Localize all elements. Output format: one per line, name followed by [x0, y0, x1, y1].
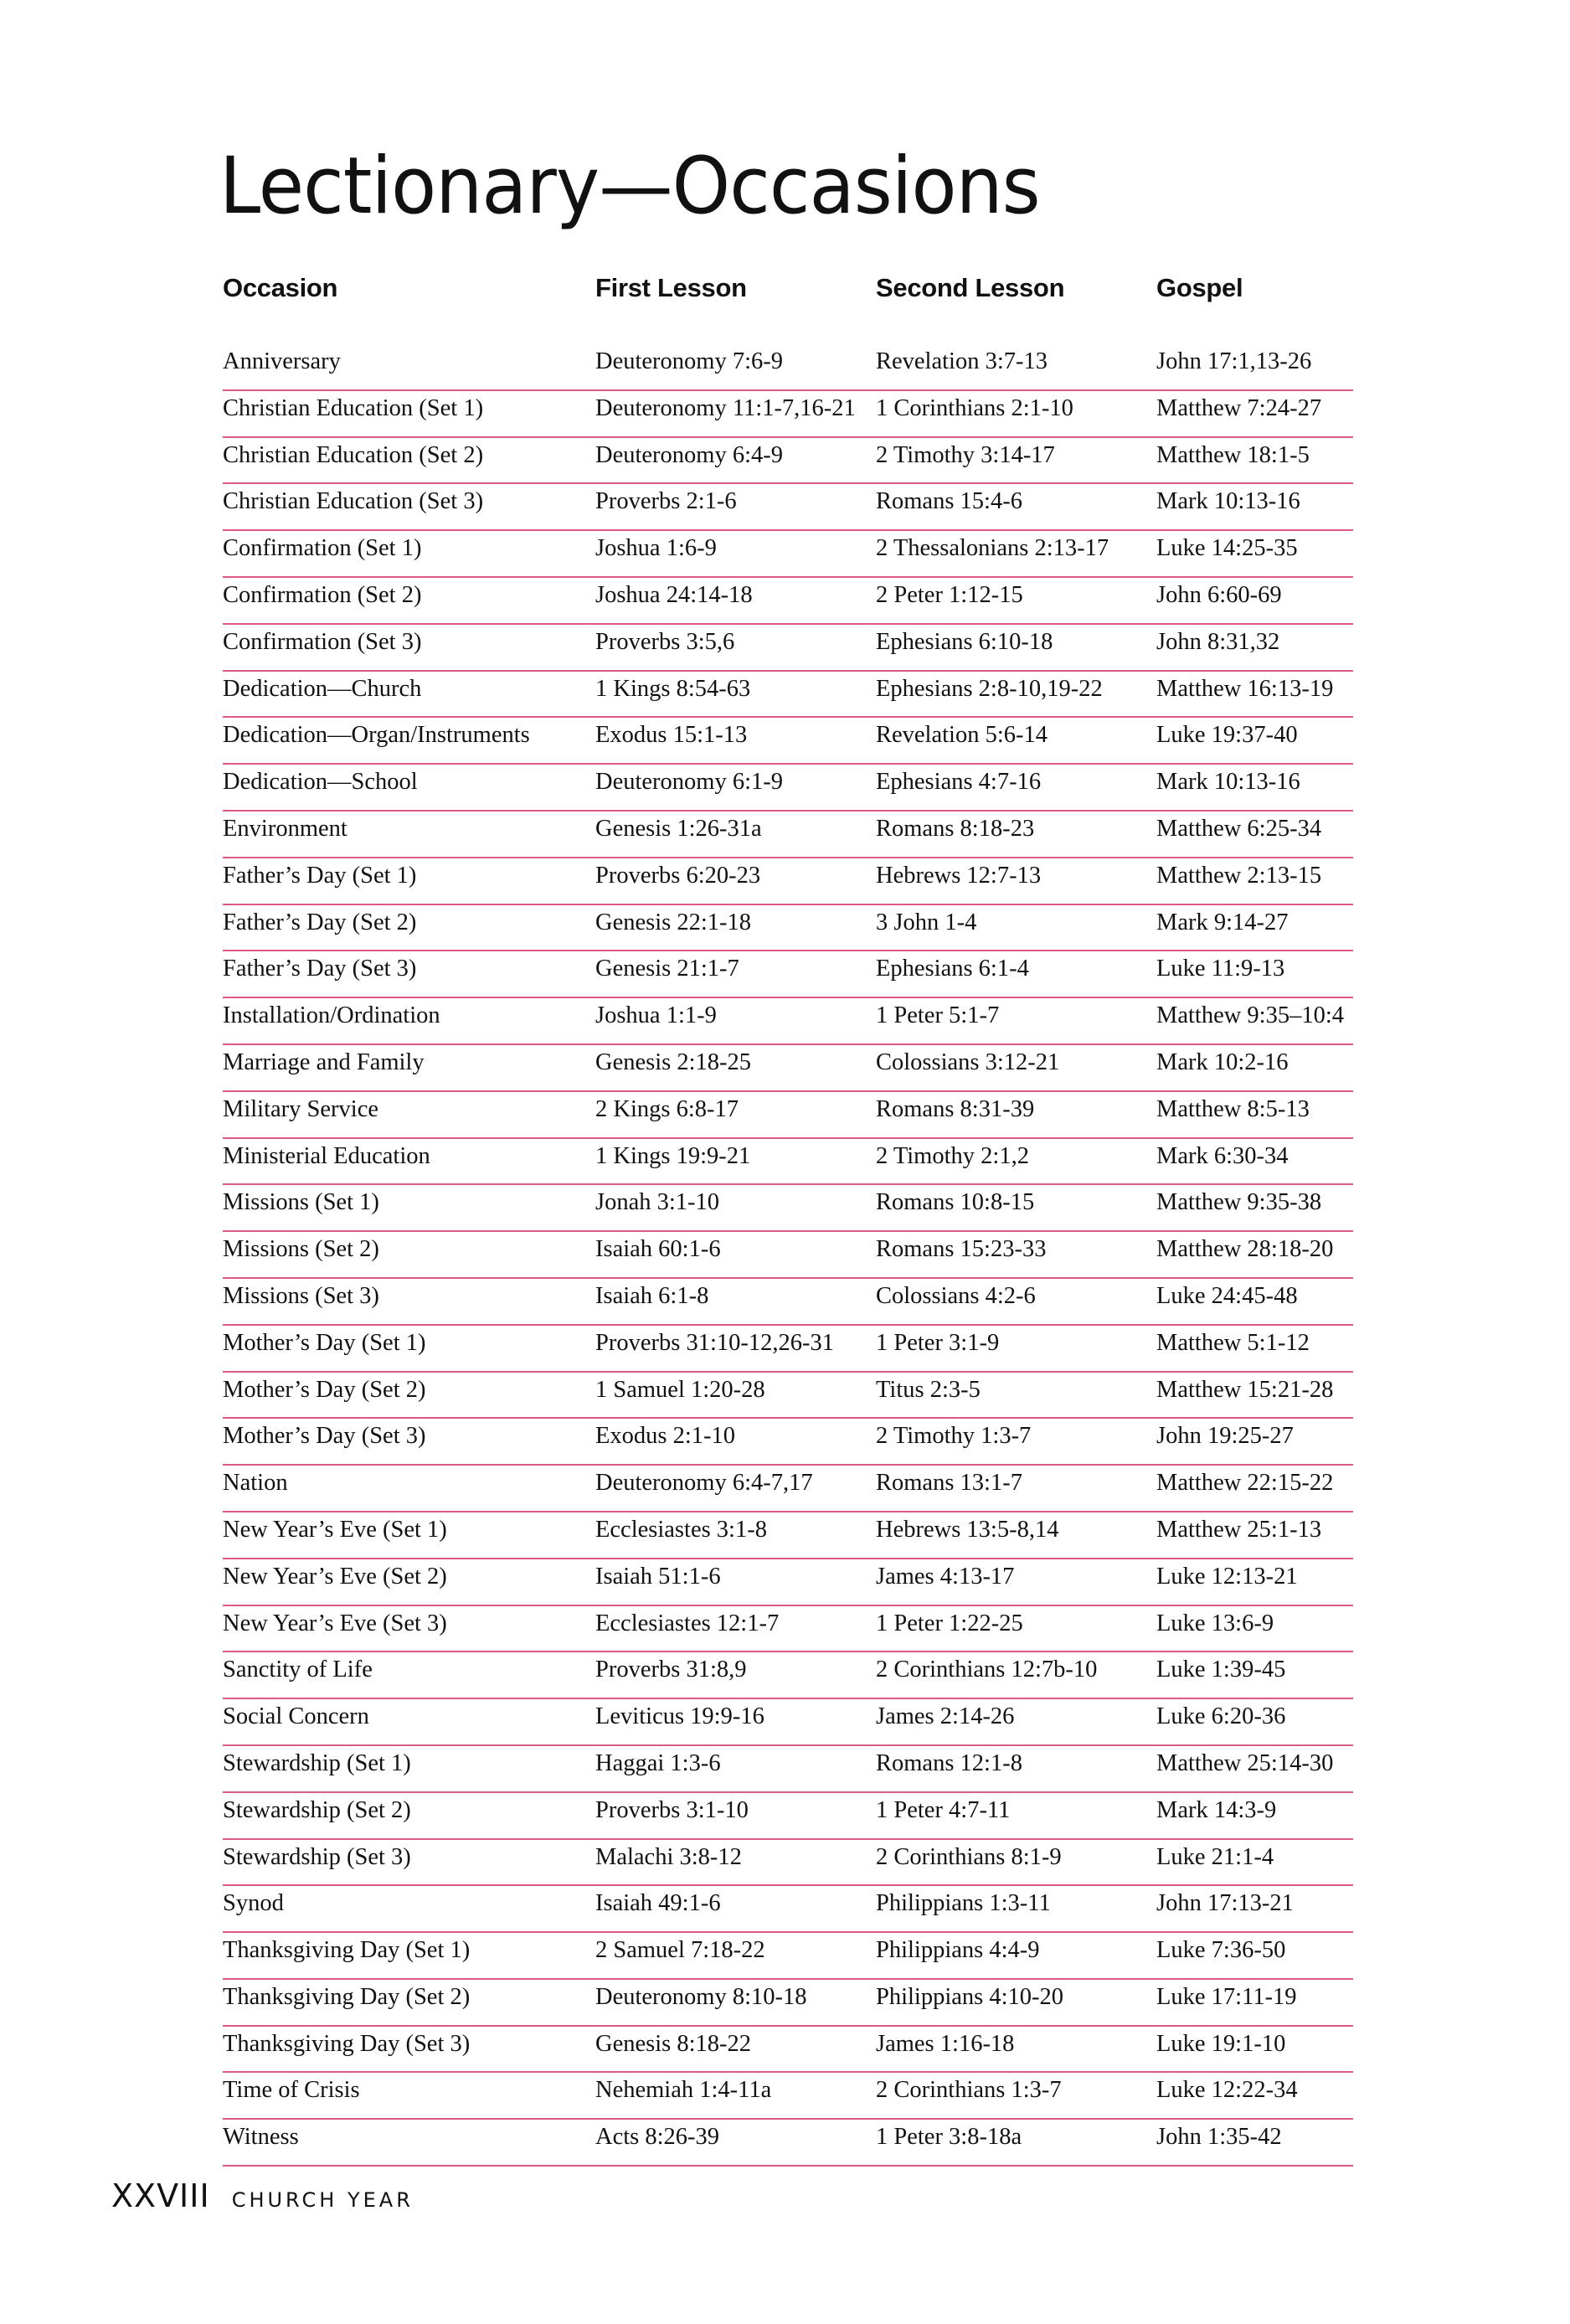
occasion-cell: Ministerial Education: [223, 1142, 430, 1169]
first-lesson-cell: Proverbs 3:1-10: [595, 1796, 749, 1823]
first-lesson-cell: Genesis 21:1-7: [595, 956, 739, 982]
page-title: Lectionary—Occasions: [219, 141, 1040, 232]
table-row: [223, 1419, 1353, 1466]
second-lesson-cell: 2 Corinthians 12:7b-10: [876, 1657, 1098, 1683]
first-lesson-cell: Genesis 2:18-25: [595, 1049, 752, 1075]
first-lesson-cell: 1 Kings 8:54-63: [595, 675, 751, 702]
occasion-cell: Installation/Ordination: [223, 1002, 440, 1029]
table-row: [223, 951, 1353, 998]
table-body: [223, 344, 1353, 2167]
occasion-cell: Stewardship (Set 2): [223, 1796, 411, 1823]
gospel-cell: Matthew 15:21-28: [1156, 1376, 1334, 1403]
occasion-cell: Missions (Set 2): [223, 1236, 379, 1263]
gospel-cell: Luke 24:45-48: [1156, 1282, 1298, 1309]
occasion-cell: Dedication—Organ/Instruments: [223, 722, 530, 749]
gospel-cell: Matthew 22:15-22: [1156, 1470, 1334, 1497]
first-lesson-cell: Joshua 24:14-18: [595, 581, 753, 608]
occasion-cell: Synod: [223, 1890, 284, 1917]
second-lesson-cell: Romans 8:18-23: [876, 815, 1035, 842]
table-row: [223, 1045, 1353, 1092]
occasion-cell: Thanksgiving Day (Set 1): [223, 1937, 471, 1964]
table-row: [223, 1232, 1353, 1279]
first-lesson-cell: Malachi 3:8-12: [595, 1843, 742, 1870]
table-row: [223, 1793, 1353, 1840]
table-row: [223, 344, 1353, 391]
gospel-cell: Luke 19:37-40: [1156, 722, 1298, 749]
gospel-cell: Luke 12:22-34: [1156, 2077, 1298, 2104]
occasion-cell: Father’s Day (Set 2): [223, 909, 417, 935]
second-lesson-cell: Romans 13:1-7: [876, 1470, 1022, 1497]
gospel-cell: Matthew 28:18-20: [1156, 1236, 1334, 1263]
second-lesson-cell: James 2:14-26: [876, 1703, 1015, 1730]
first-lesson-cell: Deuteronomy 6:1-9: [595, 769, 783, 796]
header-gospel: Gospel: [1156, 273, 1243, 302]
gospel-cell: John 19:25-27: [1156, 1423, 1294, 1450]
first-lesson-cell: Ecclesiastes 12:1-7: [595, 1610, 780, 1636]
first-lesson-cell: Deuteronomy 7:6-9: [595, 348, 783, 374]
first-lesson-cell: Ecclesiastes 3:1-8: [595, 1516, 767, 1543]
second-lesson-cell: Ephesians 6:10-18: [876, 628, 1053, 655]
occasion-cell: Christian Education (Set 3): [223, 488, 484, 515]
gospel-cell: Mark 14:3-9: [1156, 1796, 1277, 1823]
first-lesson-cell: 2 Kings 6:8-17: [595, 1095, 739, 1122]
occasion-cell: Father’s Day (Set 3): [223, 956, 417, 982]
occasion-cell: Christian Education (Set 1): [223, 394, 484, 421]
second-lesson-cell: Romans 15:4-6: [876, 488, 1022, 515]
second-lesson-cell: Philippians 4:10-20: [876, 1983, 1064, 2010]
table-row: [223, 1559, 1353, 1606]
occasion-cell: Mother’s Day (Set 3): [223, 1423, 426, 1450]
second-lesson-cell: 1 Peter 1:22-25: [876, 1610, 1023, 1636]
first-lesson-cell: Nehemiah 1:4-11a: [595, 2077, 772, 2104]
gospel-cell: Mark 10:2-16: [1156, 1049, 1289, 1075]
first-lesson-cell: Genesis 8:18-22: [595, 2030, 752, 2057]
gospel-cell: Luke 13:6-9: [1156, 1610, 1274, 1636]
second-lesson-cell: 2 Timothy 1:3-7: [876, 1423, 1032, 1450]
gospel-cell: Matthew 25:1-13: [1156, 1516, 1322, 1543]
gospel-cell: Matthew 7:24-27: [1156, 394, 1322, 421]
gospel-cell: Luke 11:9-13: [1156, 956, 1285, 982]
first-lesson-cell: Joshua 1:6-9: [595, 535, 717, 562]
second-lesson-cell: 1 Peter 3:8-18a: [876, 2124, 1022, 2151]
table-row: [223, 1933, 1353, 1980]
second-lesson-cell: 2 Thessalonians 2:13-17: [876, 535, 1109, 562]
gospel-cell: Matthew 9:35-38: [1156, 1189, 1322, 1216]
table-row: [223, 484, 1353, 531]
gospel-cell: Matthew 8:5-13: [1156, 1095, 1310, 1122]
occasion-cell: Nation: [223, 1470, 288, 1497]
occasion-cell: Stewardship (Set 1): [223, 1749, 411, 1776]
occasion-cell: New Year’s Eve (Set 1): [223, 1516, 447, 1543]
occasion-cell: Confirmation (Set 1): [223, 535, 422, 562]
second-lesson-cell: 1 Peter 3:1-9: [876, 1329, 1000, 1356]
gospel-cell: Matthew 9:35–10:4: [1156, 1002, 1345, 1029]
gospel-cell: Mark 10:13-16: [1156, 769, 1300, 796]
second-lesson-cell: Titus 2:3-5: [876, 1376, 981, 1403]
first-lesson-cell: Deuteronomy 11:1-7,16-21: [595, 394, 856, 421]
second-lesson-cell: Ephesians 4:7-16: [876, 769, 1042, 796]
first-lesson-cell: Genesis 22:1-18: [595, 909, 752, 935]
occasion-cell: Anniversary: [223, 348, 341, 374]
first-lesson-cell: Jonah 3:1-10: [595, 1189, 720, 1216]
occasion-cell: Military Service: [223, 1095, 378, 1122]
first-lesson-cell: Haggai 1:3-6: [595, 1749, 721, 1776]
table-row: [223, 2027, 1353, 2074]
gospel-cell: Mark 10:13-16: [1156, 488, 1300, 515]
second-lesson-cell: 2 Peter 1:12-15: [876, 581, 1023, 608]
gospel-cell: Matthew 16:13-19: [1156, 675, 1334, 702]
second-lesson-cell: Ephesians 6:1-4: [876, 956, 1029, 982]
gospel-cell: Matthew 2:13-15: [1156, 862, 1322, 889]
occasion-cell: New Year’s Eve (Set 2): [223, 1563, 447, 1590]
occasion-cell: Sanctity of Life: [223, 1657, 373, 1683]
lectionary-table: [223, 273, 1353, 2167]
second-lesson-cell: Romans 15:23-33: [876, 1236, 1047, 1263]
second-lesson-cell: James 1:16-18: [876, 2030, 1015, 2057]
table-row: [223, 1326, 1353, 1373]
first-lesson-cell: Isaiah 60:1-6: [595, 1236, 721, 1263]
second-lesson-cell: 1 Peter 4:7-11: [876, 1796, 1011, 1823]
second-lesson-cell: Hebrews 12:7-13: [876, 862, 1042, 889]
occasion-cell: Thanksgiving Day (Set 3): [223, 2030, 471, 2057]
gospel-cell: Mark 6:30-34: [1156, 1142, 1289, 1169]
second-lesson-cell: 2 Timothy 3:14-17: [876, 441, 1055, 468]
occasion-cell: New Year’s Eve (Set 3): [223, 1610, 447, 1636]
occasion-cell: Marriage and Family: [223, 1049, 425, 1075]
table-row: [223, 672, 1353, 719]
gospel-cell: John 8:31,32: [1156, 628, 1280, 655]
gospel-cell: Matthew 25:14-30: [1156, 1749, 1334, 1776]
second-lesson-cell: 1 Corinthians 2:1-10: [876, 394, 1073, 421]
occasion-cell: Dedication—School: [223, 769, 418, 796]
table-row: [223, 765, 1353, 812]
occasion-cell: Time of Crisis: [223, 2077, 360, 2104]
first-lesson-cell: Exodus 2:1-10: [595, 1423, 736, 1450]
gospel-cell: Luke 17:11-19: [1156, 1983, 1297, 2010]
first-lesson-cell: Proverbs 31:8,9: [595, 1657, 747, 1683]
table-row: [223, 1092, 1353, 1139]
header-occasion: Occasion: [223, 273, 338, 302]
occasion-cell: Mother’s Day (Set 1): [223, 1329, 426, 1356]
table-row: [223, 858, 1353, 905]
second-lesson-cell: Romans 12:1-8: [876, 1749, 1022, 1776]
table-row: [223, 438, 1353, 485]
table-row: [223, 1466, 1353, 1512]
table-row: [223, 812, 1353, 858]
gospel-cell: Luke 14:25-35: [1156, 535, 1298, 562]
gospel-cell: Luke 1:39-45: [1156, 1657, 1286, 1683]
second-lesson-cell: Revelation 5:6-14: [876, 722, 1048, 749]
first-lesson-cell: 1 Kings 19:9-21: [595, 1142, 751, 1169]
gospel-cell: John 17:1,13-26: [1156, 348, 1312, 374]
gospel-cell: Luke 12:13-21: [1156, 1563, 1298, 1590]
first-lesson-cell: Exodus 15:1-13: [595, 722, 748, 749]
table-row: [223, 718, 1353, 765]
occasion-cell: Environment: [223, 815, 347, 842]
second-lesson-cell: Philippians 1:3-11: [876, 1890, 1051, 1917]
first-lesson-cell: Proverbs 31:10-12,26-31: [595, 1329, 834, 1356]
header-second-lesson: Second Lesson: [876, 273, 1065, 302]
first-lesson-cell: Leviticus 19:9-16: [595, 1703, 764, 1730]
second-lesson-cell: 2 Timothy 2:1,2: [876, 1142, 1029, 1169]
running-head: CHURCH YEAR: [231, 2188, 414, 2212]
gospel-cell: John 17:13-21: [1156, 1890, 1294, 1917]
table-row: [223, 391, 1353, 438]
second-lesson-cell: James 4:13-17: [876, 1563, 1015, 1590]
first-lesson-cell: Joshua 1:1-9: [595, 1002, 717, 1029]
occasion-cell: Father’s Day (Set 1): [223, 862, 417, 889]
table-row: [223, 998, 1353, 1045]
table-row: [223, 1886, 1353, 1933]
first-lesson-cell: Deuteronomy 6:4-9: [595, 441, 783, 468]
table-row: [223, 1512, 1353, 1559]
table-row: [223, 1746, 1353, 1793]
table-row: [223, 625, 1353, 672]
gospel-cell: Matthew 18:1-5: [1156, 441, 1310, 468]
table-row: [223, 1139, 1353, 1186]
second-lesson-cell: Romans 8:31-39: [876, 1095, 1035, 1122]
second-lesson-cell: Ephesians 2:8-10,19-22: [876, 675, 1103, 702]
occasion-cell: Missions (Set 1): [223, 1189, 379, 1216]
occasion-cell: Confirmation (Set 2): [223, 581, 422, 608]
gospel-cell: Luke 19:1-10: [1156, 2030, 1286, 2057]
table-row: [223, 1652, 1353, 1699]
second-lesson-cell: 2 Corinthians 8:1-9: [876, 1843, 1062, 1870]
second-lesson-cell: Revelation 3:7-13: [876, 348, 1048, 374]
first-lesson-cell: Genesis 1:26-31a: [595, 815, 762, 842]
first-lesson-cell: Proverbs 2:1-6: [595, 488, 737, 515]
first-lesson-cell: Isaiah 6:1-8: [595, 1282, 709, 1309]
second-lesson-cell: Philippians 4:4-9: [876, 1937, 1040, 1964]
first-lesson-cell: Deuteronomy 8:10-18: [595, 1983, 807, 2010]
table-row: [223, 1980, 1353, 2027]
second-lesson-cell: Colossians 4:2-6: [876, 1282, 1036, 1309]
gospel-cell: Luke 7:36-50: [1156, 1937, 1286, 1964]
occasion-cell: Mother’s Day (Set 2): [223, 1376, 426, 1403]
first-lesson-cell: Proverbs 6:20-23: [595, 862, 761, 889]
occasion-cell: Dedication—Church: [223, 675, 422, 702]
table-row: [223, 1840, 1353, 1887]
gospel-cell: Matthew 5:1-12: [1156, 1329, 1310, 1356]
table-header: [223, 273, 1353, 313]
table-row: [223, 905, 1353, 952]
second-lesson-cell: 3 John 1-4: [876, 909, 977, 935]
occasion-cell: Stewardship (Set 3): [223, 1843, 411, 1870]
table-row: [223, 1606, 1353, 1653]
first-lesson-cell: Isaiah 49:1-6: [595, 1890, 721, 1917]
table-row: [223, 1185, 1353, 1232]
first-lesson-cell: Proverbs 3:5,6: [595, 628, 735, 655]
first-lesson-cell: 2 Samuel 7:18-22: [595, 1937, 765, 1964]
occasion-cell: Confirmation (Set 3): [223, 628, 422, 655]
table-row: [223, 531, 1353, 578]
occasion-cell: Social Concern: [223, 1703, 369, 1730]
occasion-cell: Witness: [223, 2124, 299, 2151]
second-lesson-cell: Hebrews 13:5-8,14: [876, 1516, 1059, 1543]
occasion-cell: Christian Education (Set 2): [223, 441, 484, 468]
gospel-cell: John 1:35-42: [1156, 2124, 1282, 2151]
second-lesson-cell: Romans 10:8-15: [876, 1189, 1035, 1216]
first-lesson-cell: Deuteronomy 6:4-7,17: [595, 1470, 813, 1497]
gospel-cell: Mark 9:14-27: [1156, 909, 1289, 935]
page-number: XXVIII: [111, 2177, 210, 2214]
second-lesson-cell: Colossians 3:12-21: [876, 1049, 1060, 1075]
header-first-lesson: First Lesson: [595, 273, 747, 302]
gospel-cell: Matthew 6:25-34: [1156, 815, 1322, 842]
table-row: [223, 1279, 1353, 1326]
page-footer: [111, 2177, 414, 2214]
table-row: [223, 578, 1353, 625]
gospel-cell: John 6:60-69: [1156, 581, 1282, 608]
occasion-cell: Thanksgiving Day (Set 2): [223, 1983, 471, 2010]
first-lesson-cell: 1 Samuel 1:20-28: [595, 1376, 765, 1403]
table-row: [223, 1373, 1353, 1420]
second-lesson-cell: 1 Peter 5:1-7: [876, 1002, 1000, 1029]
first-lesson-cell: Isaiah 51:1-6: [595, 1563, 721, 1590]
occasion-cell: Missions (Set 3): [223, 1282, 379, 1309]
first-lesson-cell: Acts 8:26-39: [595, 2124, 720, 2151]
table-row: [223, 1699, 1353, 1746]
gospel-cell: Luke 6:20-36: [1156, 1703, 1286, 1730]
gospel-cell: Luke 21:1-4: [1156, 1843, 1274, 1870]
second-lesson-cell: 2 Corinthians 1:3-7: [876, 2077, 1062, 2104]
table-row: [223, 2120, 1353, 2167]
table-row: [223, 2073, 1353, 2120]
